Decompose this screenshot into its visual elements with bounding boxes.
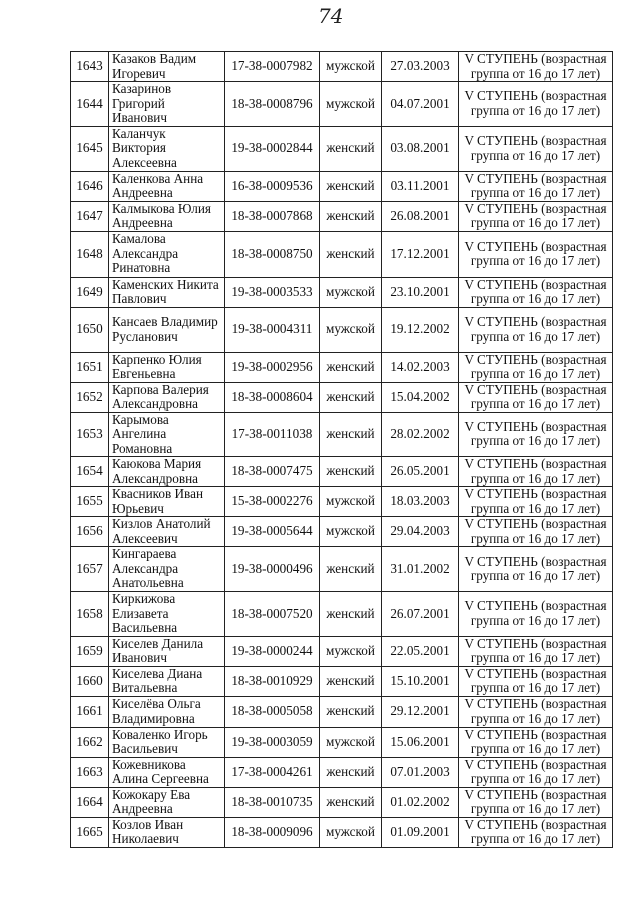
participants-table-body	[71, 52, 613, 848]
table-row	[71, 592, 613, 637]
gender-cell: женский	[320, 787, 382, 817]
full-name-cell: Каленкова Анна Андреевна	[109, 171, 225, 201]
row-number-cell: 1656	[71, 517, 109, 547]
participant-id-cell: 18-38-0010735	[225, 787, 320, 817]
row-number-cell: 1644	[71, 82, 109, 127]
row-number-cell: 1646	[71, 171, 109, 201]
stage-cell: V СТУПЕНЬ (возрастная группа от 16 до 17 лет)	[459, 666, 613, 696]
full-name-cell: Каюкова Мария Александровна	[109, 457, 225, 487]
birth-date-cell: 04.07.2001	[382, 82, 459, 127]
birth-date-cell: 27.03.2003	[382, 52, 459, 82]
gender-cell: мужской	[320, 636, 382, 666]
gender-cell: женский	[320, 231, 382, 277]
stage-cell: V СТУПЕНЬ (возрастная группа от 16 до 17 лет)	[459, 727, 613, 757]
participant-id-cell: 18-38-0007868	[225, 201, 320, 231]
row-number-cell: 1662	[71, 727, 109, 757]
birth-date-cell: 03.11.2001	[382, 171, 459, 201]
full-name-cell: Карпова Валерия Александровна	[109, 382, 225, 412]
row-number-cell: 1657	[71, 547, 109, 592]
birth-date-cell: 28.02.2002	[382, 412, 459, 457]
row-number-cell: 1658	[71, 592, 109, 637]
row-number-cell: 1655	[71, 487, 109, 517]
table-row	[71, 82, 613, 127]
birth-date-cell: 07.01.2003	[382, 757, 459, 787]
birth-date-cell: 03.08.2001	[382, 126, 459, 171]
stage-cell: V СТУПЕНЬ (возрастная группа от 16 до 17 лет)	[459, 412, 613, 457]
stage-cell: V СТУПЕНЬ (возрастная группа от 16 до 17 лет)	[459, 817, 613, 847]
full-name-cell: Кожокару Ева Андреевна	[109, 787, 225, 817]
table-row	[71, 487, 613, 517]
participant-id-cell: 17-38-0007982	[225, 52, 320, 82]
gender-cell: мужской	[320, 727, 382, 757]
participant-id-cell: 19-38-0003533	[225, 277, 320, 307]
participant-id-cell: 18-38-0010929	[225, 666, 320, 696]
birth-date-cell: 01.09.2001	[382, 817, 459, 847]
gender-cell: женский	[320, 696, 382, 727]
row-number-cell: 1647	[71, 201, 109, 231]
full-name-cell: Каменских Никита Павлович	[109, 277, 225, 307]
stage-cell: V СТУПЕНЬ (возрастная группа от 16 до 17 лет)	[459, 231, 613, 277]
row-number-cell: 1652	[71, 382, 109, 412]
stage-cell: V СТУПЕНЬ (возрастная группа от 16 до 17 лет)	[459, 757, 613, 787]
birth-date-cell: 19.12.2002	[382, 307, 459, 352]
stage-cell: V СТУПЕНЬ (возрастная группа от 16 до 17 лет)	[459, 171, 613, 201]
birth-date-cell: 14.02.2003	[382, 352, 459, 382]
row-number-cell: 1651	[71, 352, 109, 382]
stage-cell: V СТУПЕНЬ (возрастная группа от 16 до 17 лет)	[459, 201, 613, 231]
participant-id-cell: 18-38-0007475	[225, 457, 320, 487]
table-row	[71, 666, 613, 696]
full-name-cell: Киселева Диана Витальевна	[109, 666, 225, 696]
table-row	[71, 727, 613, 757]
gender-cell: женский	[320, 382, 382, 412]
stage-cell: V СТУПЕНЬ (возрастная группа от 16 до 17 лет)	[459, 696, 613, 727]
gender-cell: мужской	[320, 52, 382, 82]
full-name-cell: Коваленко Игорь Васильевич	[109, 727, 225, 757]
participant-id-cell: 19-38-0004311	[225, 307, 320, 352]
gender-cell: женский	[320, 666, 382, 696]
full-name-cell: Козлов Иван Николаевич	[109, 817, 225, 847]
birth-date-cell: 01.02.2002	[382, 787, 459, 817]
participant-id-cell: 18-38-0007520	[225, 592, 320, 637]
full-name-cell: Киселёва Ольга Владимировна	[109, 696, 225, 727]
participant-id-cell: 19-38-0005644	[225, 517, 320, 547]
participant-id-cell: 19-38-0002956	[225, 352, 320, 382]
birth-date-cell: 29.12.2001	[382, 696, 459, 727]
row-number-cell: 1645	[71, 126, 109, 171]
birth-date-cell: 29.04.2003	[382, 517, 459, 547]
participant-id-cell: 18-38-0009096	[225, 817, 320, 847]
stage-cell: V СТУПЕНЬ (возрастная группа от 16 до 17 лет)	[459, 126, 613, 171]
row-number-cell: 1648	[71, 231, 109, 277]
gender-cell: женский	[320, 757, 382, 787]
stage-cell: V СТУПЕНЬ (возрастная группа от 16 до 17 лет)	[459, 636, 613, 666]
birth-date-cell: 17.12.2001	[382, 231, 459, 277]
gender-cell: мужской	[320, 82, 382, 127]
table-row	[71, 757, 613, 787]
full-name-cell: Киркижова Елизавета Васильевна	[109, 592, 225, 637]
participant-id-cell: 15-38-0002276	[225, 487, 320, 517]
birth-date-cell: 31.01.2002	[382, 547, 459, 592]
stage-cell: V СТУПЕНЬ (возрастная группа от 16 до 17 лет)	[459, 382, 613, 412]
gender-cell: женский	[320, 352, 382, 382]
birth-date-cell: 26.05.2001	[382, 457, 459, 487]
birth-date-cell: 15.04.2002	[382, 382, 459, 412]
birth-date-cell: 26.08.2001	[382, 201, 459, 231]
full-name-cell: Карпенко Юлия Евгеньевна	[109, 352, 225, 382]
row-number-cell: 1664	[71, 787, 109, 817]
gender-cell: женский	[320, 171, 382, 201]
row-number-cell: 1663	[71, 757, 109, 787]
row-number-cell: 1649	[71, 277, 109, 307]
full-name-cell: Карымова Ангелина Романовна	[109, 412, 225, 457]
gender-cell: женский	[320, 126, 382, 171]
stage-cell: V СТУПЕНЬ (возрастная группа от 16 до 17 лет)	[459, 82, 613, 127]
table-row	[71, 547, 613, 592]
participant-id-cell: 18-38-0005058	[225, 696, 320, 727]
gender-cell: женский	[320, 547, 382, 592]
table-row	[71, 231, 613, 277]
participant-id-cell: 19-38-0000496	[225, 547, 320, 592]
full-name-cell: Калмыкова Юлия Андреевна	[109, 201, 225, 231]
row-number-cell: 1653	[71, 412, 109, 457]
table-row	[71, 52, 613, 82]
row-number-cell: 1665	[71, 817, 109, 847]
full-name-cell: Кансаев Владимир Русланович	[109, 307, 225, 352]
full-name-cell: Кожевникова Алина Сергеевна	[109, 757, 225, 787]
table-row	[71, 517, 613, 547]
birth-date-cell: 26.07.2001	[382, 592, 459, 637]
table-row	[71, 171, 613, 201]
full-name-cell: Киселев Данила Иванович	[109, 636, 225, 666]
stage-cell: V СТУПЕНЬ (возрастная группа от 16 до 17 лет)	[459, 307, 613, 352]
table-row	[71, 457, 613, 487]
gender-cell: мужской	[320, 307, 382, 352]
gender-cell: мужской	[320, 487, 382, 517]
gender-cell: мужской	[320, 517, 382, 547]
full-name-cell: Каланчук Виктория Алексеевна	[109, 126, 225, 171]
participant-id-cell: 17-38-0004261	[225, 757, 320, 787]
participant-id-cell: 19-38-0002844	[225, 126, 320, 171]
table-row	[71, 201, 613, 231]
participant-id-cell: 17-38-0011038	[225, 412, 320, 457]
birth-date-cell: 15.06.2001	[382, 727, 459, 757]
full-name-cell: Камалова Александра Ринатовна	[109, 231, 225, 277]
participant-id-cell: 18-38-0008796	[225, 82, 320, 127]
stage-cell: V СТУПЕНЬ (возрастная группа от 16 до 17 лет)	[459, 592, 613, 637]
row-number-cell: 1643	[71, 52, 109, 82]
stage-cell: V СТУПЕНЬ (возрастная группа от 16 до 17 лет)	[459, 517, 613, 547]
participant-id-cell: 19-38-0000244	[225, 636, 320, 666]
participants-table	[70, 51, 613, 848]
row-number-cell: 1660	[71, 666, 109, 696]
table-row	[71, 352, 613, 382]
table-row	[71, 126, 613, 171]
stage-cell: V СТУПЕНЬ (возрастная группа от 16 до 17 лет)	[459, 352, 613, 382]
row-number-cell: 1650	[71, 307, 109, 352]
full-name-cell: Квасников Иван Юрьевич	[109, 487, 225, 517]
birth-date-cell: 22.05.2001	[382, 636, 459, 666]
gender-cell: мужской	[320, 817, 382, 847]
stage-cell: V СТУПЕНЬ (возрастная группа от 16 до 17 лет)	[459, 52, 613, 82]
stage-cell: V СТУПЕНЬ (возрастная группа от 16 до 17 лет)	[459, 547, 613, 592]
table-row	[71, 412, 613, 457]
gender-cell: женский	[320, 201, 382, 231]
gender-cell: мужской	[320, 277, 382, 307]
table-row	[71, 817, 613, 847]
birth-date-cell: 18.03.2003	[382, 487, 459, 517]
participant-id-cell: 18-38-0008750	[225, 231, 320, 277]
gender-cell: женский	[320, 457, 382, 487]
participant-id-cell: 16-38-0009536	[225, 171, 320, 201]
full-name-cell: Казаринов Григорий Иванович	[109, 82, 225, 127]
participant-id-cell: 19-38-0003059	[225, 727, 320, 757]
full-name-cell: Кингараева Александра Анатольевна	[109, 547, 225, 592]
full-name-cell: Казаков Вадим Игоревич	[109, 52, 225, 82]
table-row	[71, 382, 613, 412]
row-number-cell: 1659	[71, 636, 109, 666]
gender-cell: женский	[320, 592, 382, 637]
birth-date-cell: 15.10.2001	[382, 666, 459, 696]
stage-cell: V СТУПЕНЬ (возрастная группа от 16 до 17 лет)	[459, 787, 613, 817]
stage-cell: V СТУПЕНЬ (возрастная группа от 16 до 17 лет)	[459, 277, 613, 307]
stage-cell: V СТУПЕНЬ (возрастная группа от 16 до 17 лет)	[459, 457, 613, 487]
table-row	[71, 636, 613, 666]
stage-cell: V СТУПЕНЬ (возрастная группа от 16 до 17 лет)	[459, 487, 613, 517]
table-row	[71, 787, 613, 817]
row-number-cell: 1661	[71, 696, 109, 727]
table-row	[71, 696, 613, 727]
birth-date-cell: 23.10.2001	[382, 277, 459, 307]
full-name-cell: Кизлов Анатолий Алексеевич	[109, 517, 225, 547]
table-row	[71, 277, 613, 307]
participant-id-cell: 18-38-0008604	[225, 382, 320, 412]
row-number-cell: 1654	[71, 457, 109, 487]
page-number: 74	[318, 4, 344, 28]
gender-cell: женский	[320, 412, 382, 457]
table-row	[71, 307, 613, 352]
